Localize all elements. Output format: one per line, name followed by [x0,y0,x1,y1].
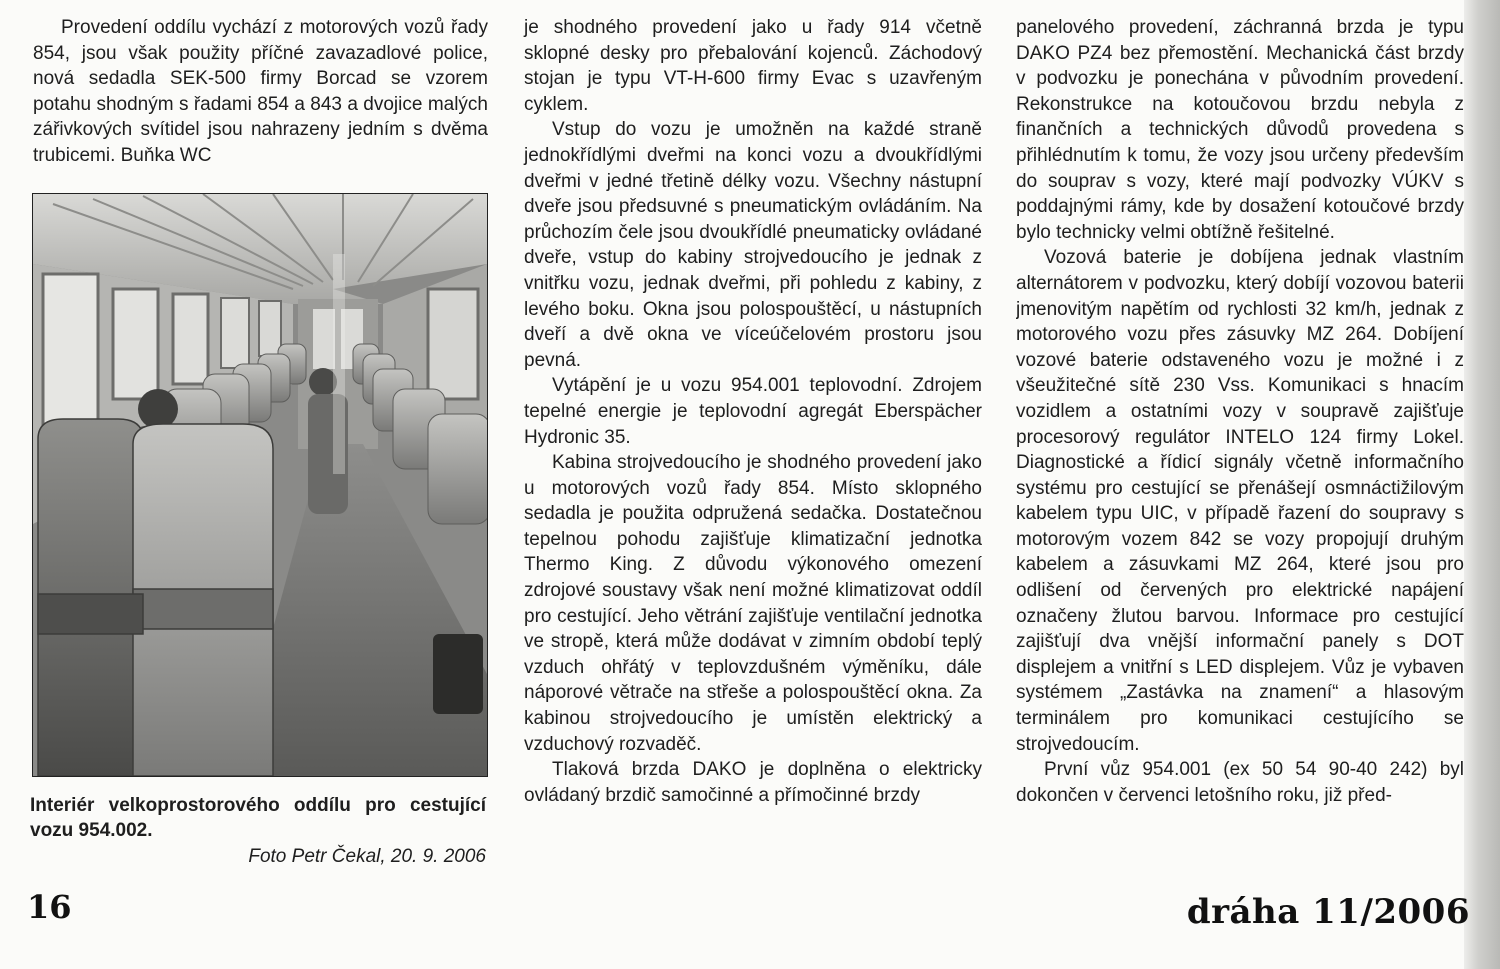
page-edge-shadow [1464,0,1500,969]
paragraph: Kabina strojvedoucího je shodného provedení jako u motorových vozů řady 854. Místo sklopného sedadla je použita odpružená sedačka. Dostatečnou tepelnou pohodu zajišťuje klimatizační jednotka Thermo King. Z důvodu výkonového omezení zdrojové soustavy však není možné klimatizovat oddíl pro cestující. Jeho větrání zajišťuje ventilační jednotka ve stropě, která může dodávat v zimním období teplý vzduch ohřátý v teplovzdušném výměníku, dále náporové větrače na střeše a polospouštěcí okna. Za kabinou strojvedoucího je umístěn elektrický a vzduchový rozvaděč. [524,452,982,755]
magazine-masthead: dráha 11/2006 [1186,892,1470,932]
paragraph: Vozová baterie je dobíjena jednak vlastním alternátorem v podvozku, který dobíjí vozovou baterii jmenovitým napětím od rychlosti 32 km/h, jednak z motorového vozu přes zásuvky MZ 264. Dobíjení vozové baterie odstaveného vozu je možné i z všeužitečné sítě 230 Vss. Komunikaci s hnacím vozidlem a ostatními vozy v soupravě zajišťuje procesorový regulátor INTELO 124 firmy Lokel. Diagnostické a řídicí signály včetně informačního systému pro cestující se přenášejí osmnáctižilovým kabelem typu UIC, v případě řazení do soupravy s motorovým vozem 842 se vozy propojují druhým kabelem a zásuvkami MZ 264, které jsou pro odlišení od červených pro elektrické napájení označeny žlutou barvou. Informace pro cestující zajišťují dva vnější informační panely s DOT displejem a vnitřní s LED displejem. Vůz je vybaven systémem „Zastávka na znamení“ a hlasovým terminálem pro komunikaci cestujícího se strojvedoucím. [1016,247,1464,755]
caption-text: Interiér velkoprostorového oddílu pro cestující vozu 954.002. [30,795,486,841]
paragraph: panelového provedení, záchranná brzda je typu DAKO PZ4 bez přemostění. Mechanická část brzdy v podvozku je ponechána v původním provedení. Rekonstrukce na kotoučovou brzdu nebyla z finančních a technických důvodů provedena s přihlédnutím k tomu, že vozy jsou určeny především do souprav s vozy, které mají podvozky VÚKV s poddajnými rámy, kde by dosažení kotoučové brzdy bylo technicky velmi obtížně řešitelné. [1016,17,1464,243]
article-column-3 [1016,15,1464,808]
page-number: 16 [27,888,72,926]
photo-credit: Foto Petr Čekal, 20. 9. 2006 [248,846,486,867]
paragraph: Vytápění je u vozu 954.001 teplovodní. Zdrojem tepelné energie je teplovodní agregát Eberspächer Hydronic 35. [524,375,982,448]
article-column-1 [33,15,488,169]
paragraph: je shodného provedení jako u řady 914 včetně sklopné desky pro přebalování kojenců. Záchodový stojan je typu VT-H-600 firmy Evac s uzavřeným cyklem. [524,17,982,115]
railcar-interior-photo [32,193,488,777]
paragraph: Vstup do vozu je umožněn na každé straně jednokřídlými dveřmi na konci vozu a dvoukřídlými dveřmi v jedné třetině délky vozu. Všechny nástupní dveře jsou předsuvné s pneumatickým ovládáním. Na průchozím čele jsou dvoukřídlé pneumaticky ovládané dveře, vstup do kabiny strojvedoucího je jednak z vnitřku vozu, jednak dveřmi, při pohledu z kabiny, z levého boku. Okna jsou polospouštěcí, u nástupních dveří a dvě okna ve víceúčelovém prostoru jsou pevná. [524,119,982,371]
article-column-2 [524,15,982,808]
paragraph: Provedení oddílu vychází z motorových vozů řady 854, jsou však použity příčné zavazadlové police, nová sedadla SEK-500 firmy Borcad se vzorem potahu shodným s řadami 854 a 843 a dvojice malých zářivkových svítidel jsou nahrazeny jedním s dvěma trubicemi. Buňka WC [33,17,488,166]
paragraph: Tlaková brzda DAKO je doplněna o elektricky ovládaný brzdič samočinné a přímočinné brzdy [524,759,982,806]
paragraph: První vůz 954.001 (ex 50 54 90-40 242) byl dokončen v červenci letošního roku, již před- [1016,759,1464,806]
photo-caption [30,793,486,869]
